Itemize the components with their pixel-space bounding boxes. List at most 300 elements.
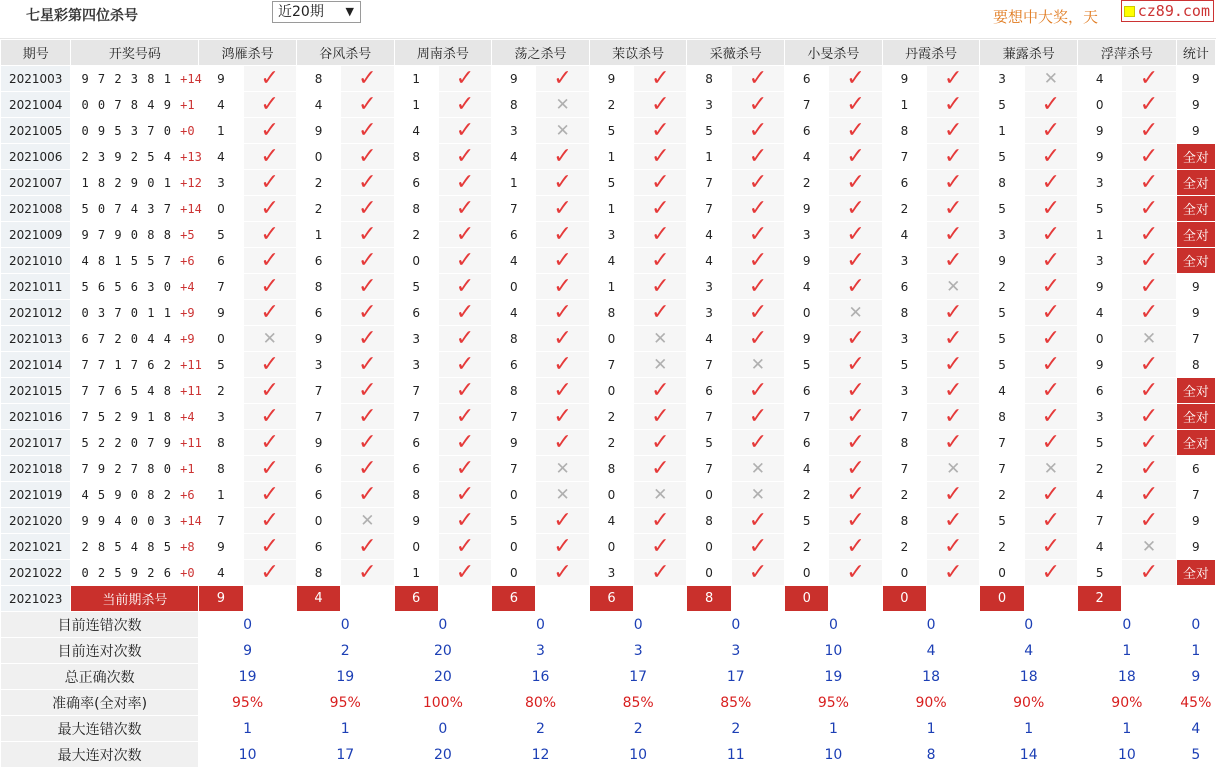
result-cell [829, 274, 882, 300]
result-cell [927, 300, 980, 326]
check-icon: ✓ [1041, 325, 1061, 351]
result-cell [634, 196, 687, 222]
kill-number-cell: 9 [1078, 352, 1122, 378]
draw-cell [71, 352, 202, 378]
issue-cell: 2021019 [1, 482, 71, 508]
check-icon: ✓ [943, 351, 963, 377]
check-icon: ✓ [1139, 377, 1159, 403]
table-row [1, 352, 1216, 378]
result-cell [731, 222, 784, 248]
stat-value: 10 [1078, 742, 1177, 768]
cross-icon: ✕ [360, 510, 375, 531]
result-cell [731, 196, 784, 222]
result-cell [634, 326, 687, 352]
kill-number-cell: 2 [980, 274, 1024, 300]
result-cell [341, 560, 394, 586]
current-kill-number: 6 [492, 586, 536, 612]
table-row [1, 274, 1216, 300]
result-cell [731, 144, 784, 170]
kill-number-cell: 3 [394, 352, 438, 378]
result-cell [1024, 66, 1077, 92]
kill-number-cell: 6 [1078, 378, 1122, 404]
check-icon: ✓ [846, 325, 865, 351]
draw-cell [71, 378, 202, 404]
check-icon: ✓ [553, 143, 572, 169]
current-empty-cell [341, 586, 394, 612]
result-cell [829, 508, 882, 534]
result-cell [634, 456, 687, 482]
draw-cell [71, 430, 202, 456]
stat-value: 0 [589, 612, 687, 638]
stat-value: 20 [394, 638, 492, 664]
issue-cell: 2021004 [1, 92, 71, 118]
kill-number-cell: 7 [785, 92, 829, 118]
column-header-expert: 周南杀号 [394, 40, 492, 66]
kill-number-cell: 6 [785, 118, 829, 144]
draw-numbers: 4 8 1 5 5 7 [81, 253, 172, 268]
kill-number-cell: 5 [980, 508, 1024, 534]
result-cell [1024, 404, 1077, 430]
result-cell [341, 508, 394, 534]
result-cell [536, 352, 589, 378]
result-cell [1122, 534, 1176, 560]
result-cell [829, 404, 882, 430]
result-cell [927, 248, 980, 274]
result-cell [634, 300, 687, 326]
kill-number-cell: 0 [296, 144, 340, 170]
kill-number-cell: 7 [394, 404, 438, 430]
cross-icon: ✕ [1141, 328, 1157, 349]
stat-value: 0 [199, 612, 297, 638]
kill-number-cell: 5 [785, 508, 829, 534]
check-icon: ✓ [455, 169, 475, 195]
table-row [1, 326, 1216, 352]
kill-number-cell: 5 [882, 352, 926, 378]
check-icon: ✓ [943, 221, 963, 247]
check-icon: ✓ [943, 169, 963, 195]
result-cell [731, 456, 784, 482]
kill-number-cell: 8 [589, 300, 633, 326]
table-row [1, 508, 1216, 534]
kill-number-cell: 0 [589, 378, 633, 404]
result-cell [438, 222, 491, 248]
result-cell [341, 456, 394, 482]
kill-number-cell: 3 [199, 170, 243, 196]
count-cell: 9 [1176, 118, 1215, 144]
all-correct-badge: 全对 [1176, 560, 1215, 586]
check-icon: ✓ [553, 299, 572, 325]
draw-numbers: 7 5 2 9 1 8 [81, 409, 172, 424]
result-cell [927, 274, 980, 300]
stat-value: 95% [785, 690, 883, 716]
check-icon: ✓ [846, 429, 865, 455]
kill-number-cell: 6 [394, 456, 438, 482]
stat-value: 20 [394, 742, 492, 768]
kill-number-cell: 8 [296, 274, 340, 300]
result-cell [731, 560, 784, 586]
kill-number-cell: 8 [687, 508, 731, 534]
stat-value: 4 [882, 638, 980, 664]
cross-icon: ✕ [946, 276, 961, 297]
check-icon: ✓ [455, 533, 475, 559]
check-icon: ✓ [651, 559, 670, 585]
kill-number-cell: 2 [296, 170, 340, 196]
result-cell [341, 144, 394, 170]
kill-number-cell: 0 [980, 560, 1024, 586]
kill-number-cell: 1 [492, 170, 536, 196]
stat-value: 45% [1176, 690, 1215, 716]
check-icon: ✓ [748, 533, 768, 559]
kill-number-cell: 7 [980, 430, 1024, 456]
kill-number-cell: 3 [1078, 170, 1122, 196]
cross-icon: ✕ [750, 354, 766, 375]
draw-extra: +9 [180, 331, 195, 346]
kill-number-cell: 3 [785, 222, 829, 248]
result-cell [731, 170, 784, 196]
current-kill-label: 当前期杀号 [71, 586, 199, 612]
table-row [1, 170, 1216, 196]
cross-icon: ✕ [653, 328, 668, 349]
stat-value: 0 [492, 612, 590, 638]
check-icon: ✓ [943, 143, 963, 169]
kill-number-cell: 6 [296, 456, 340, 482]
count-cell: 8 [1176, 352, 1215, 378]
current-kill-number: 6 [394, 586, 438, 612]
result-cell [829, 430, 882, 456]
kill-number-cell: 9 [785, 248, 829, 274]
kill-number-cell: 3 [199, 404, 243, 430]
stat-row [1, 664, 1216, 690]
table-row [1, 404, 1216, 430]
result-cell [438, 534, 491, 560]
table-row [1, 222, 1216, 248]
check-icon: ✓ [358, 65, 377, 91]
result-cell [536, 560, 589, 586]
draw-extra: +9 [180, 305, 195, 320]
issue-cell: 2021010 [1, 248, 71, 274]
draw-extra: +14 [180, 71, 202, 86]
stat-label: 最大连错次数 [1, 716, 199, 742]
kill-number-cell: 0 [687, 534, 731, 560]
kill-number-cell: 7 [394, 378, 438, 404]
current-kill-number: 0 [785, 586, 829, 612]
stat-value: 2 [296, 638, 394, 664]
check-icon: ✓ [455, 559, 475, 585]
kill-number-cell: 9 [296, 326, 340, 352]
stat-value: 0 [687, 612, 785, 638]
draw-cell [71, 92, 199, 118]
kill-number-cell: 6 [882, 170, 926, 196]
result-cell [1122, 456, 1176, 482]
result-cell [731, 66, 784, 92]
kill-number-cell: 2 [296, 196, 340, 222]
result-cell [438, 508, 491, 534]
issue-cell: 2021015 [1, 378, 71, 404]
draw-cell [71, 508, 202, 534]
draw-extra: +6 [180, 487, 195, 502]
cross-icon: ✕ [1141, 536, 1157, 557]
draw-extra: +0 [180, 565, 195, 580]
check-icon: ✓ [943, 377, 963, 403]
check-icon: ✓ [358, 169, 377, 195]
result-cell [341, 352, 394, 378]
check-icon: ✓ [1139, 273, 1159, 299]
check-icon: ✓ [455, 429, 475, 455]
kill-number-cell: 6 [687, 378, 731, 404]
stat-value: 0 [1078, 612, 1177, 638]
result-cell [829, 248, 882, 274]
kill-number-cell: 7 [492, 404, 536, 430]
draw-numbers: 0 0 7 8 4 9 [81, 97, 172, 112]
kill-number-cell: 4 [980, 378, 1024, 404]
table-row [1, 456, 1216, 482]
current-kill-number: 8 [687, 586, 731, 612]
draw-extra: +13 [180, 149, 202, 164]
table-row [1, 560, 1216, 586]
all-correct-badge: 全对 [1176, 222, 1215, 248]
kill-number-cell: 0 [492, 274, 536, 300]
kill-number-cell: 1 [296, 222, 340, 248]
table-row [1, 430, 1216, 456]
kill-number-cell: 2 [785, 482, 829, 508]
result-cell [536, 300, 589, 326]
column-header-expert: 采薇杀号 [687, 40, 785, 66]
check-icon: ✓ [1041, 169, 1061, 195]
kill-number-cell: 4 [589, 508, 633, 534]
check-icon: ✓ [651, 455, 670, 481]
issue-cell: 2021017 [1, 430, 71, 456]
column-header-expert: 荡之杀号 [492, 40, 590, 66]
cross-icon: ✕ [653, 354, 668, 375]
result-cell [536, 66, 589, 92]
result-cell [634, 248, 687, 274]
kill-number-cell: 3 [882, 326, 926, 352]
check-icon: ✓ [748, 195, 768, 221]
stat-value: 1 [882, 716, 980, 742]
check-icon: ✓ [651, 65, 670, 91]
result-cell [243, 300, 296, 326]
check-icon: ✓ [553, 377, 572, 403]
result-cell [1024, 352, 1077, 378]
check-icon: ✓ [846, 481, 865, 507]
kill-number-cell: 9 [296, 118, 340, 144]
result-cell [438, 482, 491, 508]
check-icon: ✓ [260, 299, 279, 325]
result-cell [536, 118, 589, 144]
kill-number-cell: 4 [296, 92, 340, 118]
result-cell [1122, 222, 1176, 248]
result-cell [341, 66, 394, 92]
result-cell [341, 170, 394, 196]
kill-number-cell: 8 [492, 92, 536, 118]
kill-number-cell: 9 [492, 430, 536, 456]
column-header-expert: 浮萍杀号 [1078, 40, 1177, 66]
check-icon: ✓ [553, 507, 572, 533]
issue-cell: 2021005 [1, 118, 71, 144]
page-title: 七星彩第四位杀号 [26, 8, 138, 24]
kill-number-cell: 1 [394, 560, 438, 586]
result-cell [731, 352, 784, 378]
stat-value: 85% [589, 690, 687, 716]
stat-value: 4 [1176, 716, 1215, 742]
stat-value: 1 [785, 716, 883, 742]
result-cell [1122, 404, 1176, 430]
draw-extra: +8 [180, 539, 195, 554]
kill-number-cell: 2 [980, 482, 1024, 508]
result-cell [1024, 378, 1077, 404]
kill-number-cell: 2 [882, 196, 926, 222]
stat-row [1, 638, 1216, 664]
check-icon: ✓ [846, 91, 865, 117]
result-cell [634, 404, 687, 430]
draw-cell [71, 404, 199, 430]
stat-value: 5 [1176, 742, 1215, 768]
check-icon: ✓ [943, 429, 963, 455]
result-cell [1024, 144, 1077, 170]
column-header-expert: 小旻杀号 [785, 40, 883, 66]
check-icon: ✓ [358, 117, 377, 143]
result-cell [634, 352, 687, 378]
result-cell [927, 456, 980, 482]
kill-number-cell: 8 [492, 378, 536, 404]
check-icon: ✓ [455, 351, 475, 377]
check-icon: ✓ [651, 533, 670, 559]
kill-number-cell: 4 [199, 560, 243, 586]
kill-number-cell: 7 [296, 378, 340, 404]
stat-value: 17 [687, 664, 785, 690]
stat-value: 18 [1078, 664, 1177, 690]
check-icon: ✓ [260, 533, 279, 559]
check-icon: ✓ [553, 221, 572, 247]
kill-number-cell: 4 [785, 144, 829, 170]
result-cell [1122, 196, 1176, 222]
result-cell [1024, 482, 1077, 508]
check-icon: ✓ [260, 377, 279, 403]
stat-label: 总正确次数 [1, 664, 199, 690]
stat-value: 1 [296, 716, 394, 742]
all-correct-badge: 全对 [1176, 170, 1215, 196]
result-cell [927, 378, 980, 404]
check-icon: ✓ [553, 403, 572, 429]
count-cell: 9 [1176, 274, 1215, 300]
current-kill-number: 4 [296, 586, 340, 612]
check-icon: ✓ [1041, 351, 1061, 377]
result-cell [731, 534, 784, 560]
kill-number-cell: 5 [785, 352, 829, 378]
kill-number-cell: 4 [1078, 534, 1122, 560]
current-empty-cell [243, 586, 296, 612]
kill-number-cell: 1 [687, 144, 731, 170]
kill-number-cell: 3 [687, 274, 731, 300]
all-correct-badge: 全对 [1176, 144, 1215, 170]
result-cell [731, 118, 784, 144]
kill-number-cell: 9 [1078, 274, 1122, 300]
check-icon: ✓ [455, 221, 475, 247]
stat-value: 80% [492, 690, 590, 716]
check-icon: ✓ [846, 169, 865, 195]
check-icon: ✓ [748, 169, 768, 195]
current-empty-cell [1176, 586, 1215, 612]
check-icon: ✓ [358, 351, 377, 377]
cross-icon: ✕ [946, 458, 961, 479]
check-icon: ✓ [943, 403, 963, 429]
cross-icon: ✕ [1043, 458, 1058, 479]
kill-number-cell: 4 [589, 248, 633, 274]
result-cell [536, 326, 589, 352]
kill-number-cell: 9 [199, 66, 243, 92]
draw-cell [71, 274, 199, 300]
result-cell [1122, 248, 1176, 274]
result-cell [1122, 274, 1176, 300]
check-icon: ✓ [943, 533, 963, 559]
kill-number-cell: 7 [492, 456, 536, 482]
draw-cell [71, 144, 202, 170]
check-icon: ✓ [1041, 273, 1061, 299]
table-row [1, 482, 1216, 508]
check-icon: ✓ [1041, 507, 1061, 533]
result-cell [829, 300, 882, 326]
check-icon: ✓ [1139, 143, 1159, 169]
result-cell [634, 144, 687, 170]
check-icon: ✓ [943, 299, 963, 325]
kill-number-cell: 7 [980, 456, 1024, 482]
kill-number-cell: 8 [882, 430, 926, 456]
kill-number-cell: 7 [199, 274, 243, 300]
check-icon: ✓ [455, 325, 475, 351]
stat-value: 0 [1176, 612, 1215, 638]
stat-row [1, 716, 1216, 742]
all-correct-badge: 全对 [1176, 378, 1215, 404]
draw-cell [71, 196, 202, 222]
check-icon: ✓ [651, 299, 670, 325]
result-cell [634, 482, 687, 508]
result-cell [829, 66, 882, 92]
result-cell [1122, 482, 1176, 508]
site-logo[interactable] [1121, 0, 1214, 22]
kill-number-cell: 0 [394, 248, 438, 274]
kill-number-cell: 8 [296, 560, 340, 586]
period-select[interactable] [272, 1, 361, 23]
stat-value: 10 [785, 638, 883, 664]
result-cell [634, 430, 687, 456]
check-icon: ✓ [260, 429, 279, 455]
stat-value: 0 [882, 612, 980, 638]
stat-value: 19 [199, 664, 297, 690]
kill-number-cell: 0 [199, 326, 243, 352]
check-icon: ✓ [1041, 247, 1061, 273]
result-cell [927, 430, 980, 456]
cross-icon: ✕ [262, 328, 277, 349]
check-icon: ✓ [846, 143, 865, 169]
kill-number-cell: 5 [589, 118, 633, 144]
check-icon: ✓ [358, 91, 377, 117]
stat-value: 1 [1176, 638, 1215, 664]
check-icon: ✓ [651, 195, 670, 221]
result-cell [829, 222, 882, 248]
draw-extra: +11 [180, 435, 202, 450]
stat-value: 90% [1078, 690, 1177, 716]
all-correct-badge: 全对 [1176, 430, 1215, 456]
check-icon: ✓ [1139, 117, 1159, 143]
kill-number-cell: 8 [687, 66, 731, 92]
kill-number-cell: 6 [492, 222, 536, 248]
draw-cell [71, 170, 202, 196]
kill-number-cell: 4 [199, 144, 243, 170]
check-icon: ✓ [846, 351, 865, 377]
kill-number-cell: 0 [687, 560, 731, 586]
kill-number-cell: 2 [199, 378, 243, 404]
kill-number-cell: 9 [1078, 144, 1122, 170]
